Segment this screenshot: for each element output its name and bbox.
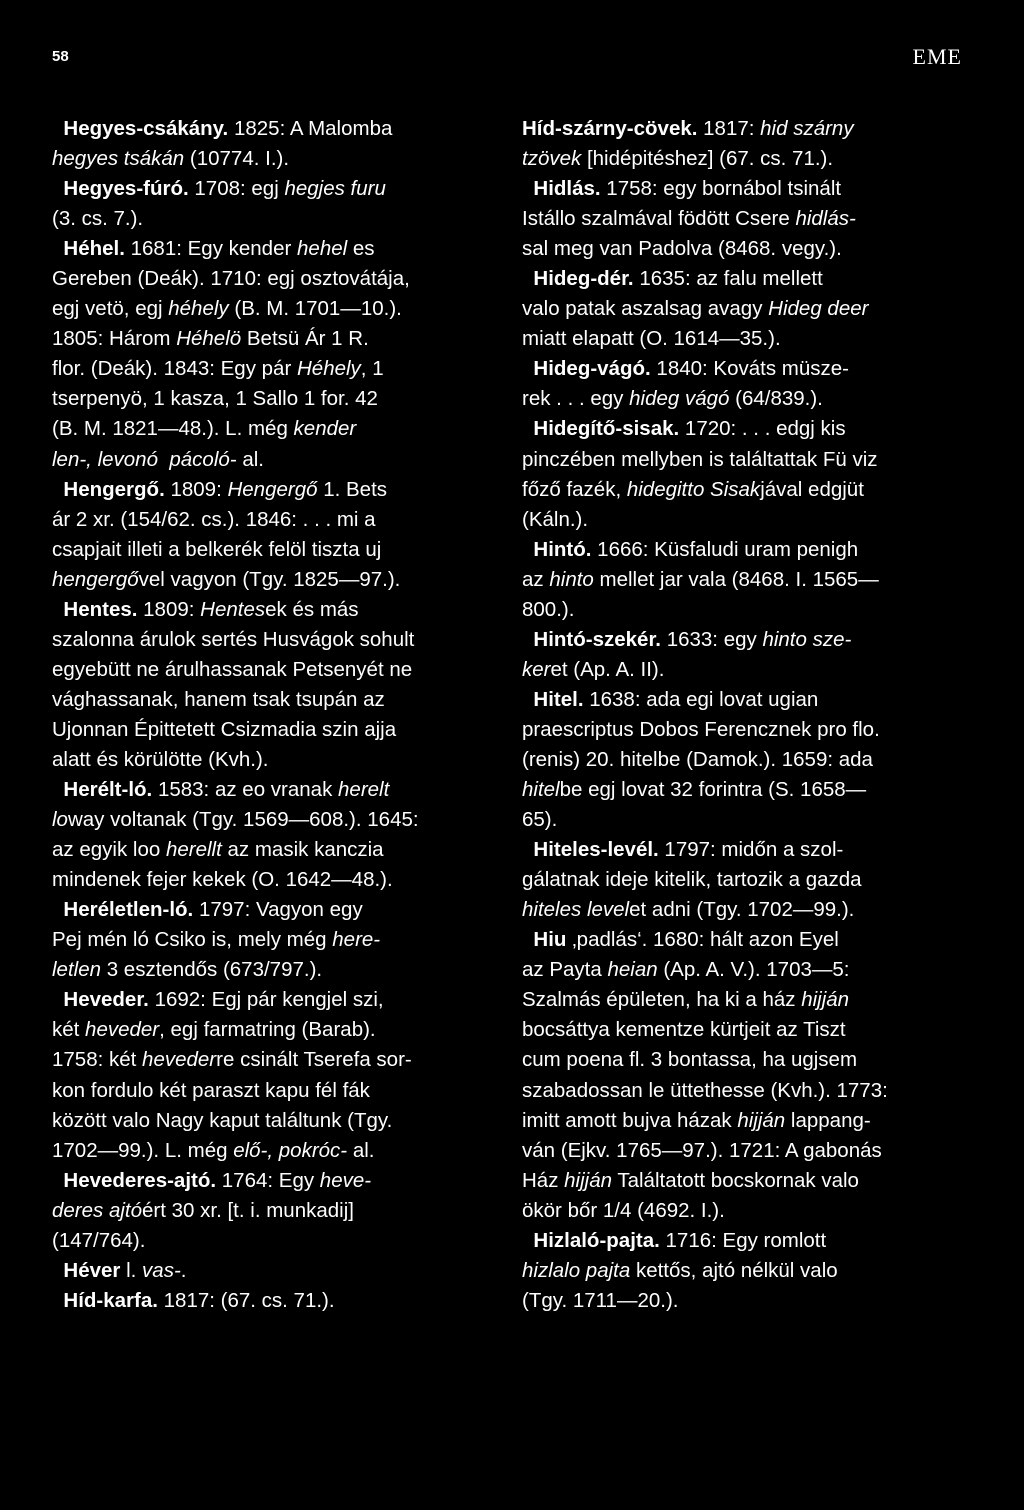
text-line xyxy=(52,264,498,294)
text-run: jával edgjüt xyxy=(760,477,864,501)
text-run: az xyxy=(522,567,550,591)
text-run: alatt és körülötte (Kvh.). xyxy=(52,747,269,771)
text-line xyxy=(522,1015,984,1045)
italic-quote: hijján xyxy=(737,1108,786,1132)
text-line xyxy=(522,1136,984,1166)
text-run: bocsáttya kementze kürtjeit az Tiszt xyxy=(522,1018,846,1042)
text-line xyxy=(52,1256,498,1286)
text-line xyxy=(52,1106,498,1136)
text-line xyxy=(52,625,498,655)
headword: Hitel. xyxy=(522,687,584,711)
text-run: lappang- xyxy=(785,1108,871,1132)
text-line xyxy=(52,174,498,204)
text-run: ért 30 xr. [t. i. munkadij] xyxy=(142,1198,354,1222)
text-line xyxy=(522,895,984,925)
italic-quote: elő-, pokróc- xyxy=(233,1138,348,1162)
text-line xyxy=(52,745,498,775)
italic-quote: len-, levonó pácoló- xyxy=(52,447,237,471)
text-run: (Ap. A. V.). 1703—5: xyxy=(657,958,850,982)
text-run: [hidépitéshez] (67. cs. 71.). xyxy=(581,147,834,171)
text-line xyxy=(522,475,984,505)
text-run: Ház xyxy=(522,1168,565,1192)
italic-quote: hehel xyxy=(297,237,348,261)
text-run: az Payta xyxy=(522,958,608,982)
text-run: Istállo szalmával födött Csere xyxy=(522,207,796,231)
text-run: 65). xyxy=(522,808,558,832)
text-run: 1638: ada egi lovat ugian xyxy=(583,687,819,711)
text-line xyxy=(522,114,984,144)
text-run: imitt amott bujva házak xyxy=(522,1108,738,1132)
italic-quote: Hideg deer xyxy=(768,297,869,321)
text-run: et adni (Tgy. 1702—99.). xyxy=(629,898,855,922)
italic-quote: heveder xyxy=(142,1048,217,1072)
text-run: 1764: Egy xyxy=(216,1168,320,1192)
text-run: 1633: egy xyxy=(661,627,763,651)
text-line xyxy=(52,1015,498,1045)
text-run: (renis) 20. hitelbe (Damok.). 1659: ada xyxy=(522,747,873,771)
text-run: főző fazék, xyxy=(522,477,627,501)
text-line xyxy=(52,1166,498,1196)
text-line xyxy=(522,445,984,475)
text-line xyxy=(522,835,984,865)
text-line xyxy=(52,324,498,354)
text-line xyxy=(522,1196,984,1226)
text-line xyxy=(52,1045,498,1075)
text-line xyxy=(52,1136,498,1166)
headword: Héhel. xyxy=(52,237,125,261)
text-run: rek . . . egy xyxy=(522,387,630,411)
text-line xyxy=(522,985,984,1015)
text-line xyxy=(522,1256,984,1286)
headword: Híd-szárny-cövek. xyxy=(522,117,698,140)
text-run: 1702—99.). L. még xyxy=(52,1138,234,1162)
text-line xyxy=(52,805,498,835)
running-head: EME xyxy=(912,44,962,69)
headword: Hidegítő-sisak. xyxy=(522,417,680,441)
text-line xyxy=(52,595,498,625)
italic-quote: hinto sze- xyxy=(762,627,852,651)
headword: Herélt-ló. xyxy=(52,778,153,802)
text-line xyxy=(522,625,984,655)
headword: Hidlás. xyxy=(522,177,601,201)
italic-quote: Héhely xyxy=(296,357,361,381)
italic-quote: heveder xyxy=(85,1018,160,1042)
text-line xyxy=(522,535,984,565)
italic-quote: Héhelö xyxy=(176,327,242,351)
text-run: al. xyxy=(347,1138,375,1162)
italic-quote: here- xyxy=(332,928,381,952)
text-run: az egyik loo xyxy=(52,838,166,862)
italic-quote: herellt xyxy=(165,838,222,862)
text-line xyxy=(52,925,498,955)
italic-quote: hitel xyxy=(522,778,560,802)
text-run: sal meg van Padolva (8468. vegy.). xyxy=(522,237,842,261)
text-run: Szalmás épületen, ha ki a ház xyxy=(522,988,802,1012)
text-run: . xyxy=(180,1258,187,1282)
text-run: Találtatott bocskornak valo xyxy=(612,1168,859,1192)
text-run: ‚padlás‘. 1680: hált azon Eyel xyxy=(566,928,839,952)
headword: Hevederes-ajtó. xyxy=(52,1168,217,1192)
headword: Hintó. xyxy=(522,537,592,561)
text-line xyxy=(522,775,984,805)
headword: Hideg-dér. xyxy=(522,267,634,291)
text-run: 1708: egj xyxy=(188,177,285,201)
text-line xyxy=(52,234,498,264)
italic-quote: herelt xyxy=(338,778,390,802)
text-run: 800.). xyxy=(522,597,575,621)
text-line xyxy=(522,685,984,715)
text-line xyxy=(52,114,498,144)
text-run: 1809: xyxy=(164,477,228,501)
text-run: Ujonnan Épittetett Csizmadia szin ajja xyxy=(52,717,397,741)
text-run: Betsü Ár 1 R. xyxy=(241,327,369,351)
text-line xyxy=(522,204,984,234)
text-run: 1825: A Malomba xyxy=(228,117,393,140)
text-run: 1817: (67. cs. 71.). xyxy=(157,1288,335,1312)
italic-quote: ker xyxy=(522,657,551,681)
italic-quote: hiteles level xyxy=(522,898,630,922)
text-line xyxy=(522,354,984,384)
text-run: az masik kanczia xyxy=(221,838,384,862)
text-run: csapjait illeti a belkerék felöl tiszta uj xyxy=(52,537,382,561)
text-run: egj vetö, egj xyxy=(52,297,169,321)
text-line xyxy=(522,1166,984,1196)
text-line xyxy=(52,1076,498,1106)
text-run: 1692: Egj pár kengjel szi, xyxy=(148,988,384,1012)
italic-quote: hengergő xyxy=(52,567,139,591)
italic-quote: hijján xyxy=(801,988,850,1012)
text-line xyxy=(52,204,498,234)
text-run: 1805: Három xyxy=(52,327,177,351)
text-line xyxy=(522,595,984,625)
text-line xyxy=(52,955,498,985)
text-line xyxy=(522,324,984,354)
text-run: kettős, ajtó nélkül valo xyxy=(630,1258,838,1282)
text-line xyxy=(522,925,984,955)
text-run: Gereben (Deák). 1710: egj osztovátája, xyxy=(52,267,410,291)
headword: Híd-karfa. xyxy=(52,1288,158,1312)
text-run: vághassanak, hanem tsak tsupán az xyxy=(52,687,385,711)
headword: Hegyes-fúró. xyxy=(52,177,189,201)
headword: Hintó-szekér. xyxy=(522,627,661,651)
text-run: (10774. I.). xyxy=(184,147,290,171)
text-line xyxy=(522,1076,984,1106)
headword: Hizlaló-pajta. xyxy=(522,1228,660,1252)
text-run: (Tgy. 1711—20.). xyxy=(522,1288,679,1312)
text-run: (B. M. 1821—48.). L. még xyxy=(52,417,294,441)
text-line xyxy=(52,354,498,384)
text-line xyxy=(522,1286,984,1316)
text-run: 3 esztendős (673/797.). xyxy=(101,958,323,982)
text-line xyxy=(522,174,984,204)
text-run: miatt elapatt (O. 1614—35.). xyxy=(522,327,781,351)
text-run: way voltanak (Tgy. 1569—608.). 1645: xyxy=(67,808,419,832)
text-line xyxy=(52,985,498,1015)
text-line xyxy=(522,144,984,174)
italic-quote: tzövek xyxy=(522,147,582,171)
text-run: egyebütt ne árulhassanak Petsenyét ne xyxy=(52,657,413,681)
text-line xyxy=(522,565,984,595)
text-line xyxy=(52,895,498,925)
text-run: két xyxy=(52,1018,86,1042)
text-line xyxy=(52,835,498,865)
text-run: (B. M. 1701—10.). xyxy=(228,297,402,321)
text-run: 1809: xyxy=(137,597,201,621)
headword: Heveder. xyxy=(52,988,149,1012)
text-run: vel vagyon (Tgy. 1825—97.). xyxy=(138,567,401,591)
text-run: szalonna árulok sertés Husvágok sohult xyxy=(52,627,415,651)
italic-quote: heve- xyxy=(319,1168,372,1192)
text-line xyxy=(52,1226,498,1256)
text-run: ván (Ejkv. 1765—97.). 1721: A gabonás xyxy=(522,1138,882,1162)
italic-quote: hidegitto Sisak xyxy=(626,477,761,501)
text-line xyxy=(522,745,984,775)
text-run: es xyxy=(347,237,375,261)
italic-quote: hegjes furu xyxy=(284,177,386,201)
italic-quote: kender xyxy=(293,417,357,441)
headword: Heréletlen-ló. xyxy=(52,898,194,922)
headword: Hentes. xyxy=(52,597,138,621)
text-run: Pej mén ló Csiko is, mely még xyxy=(52,928,333,952)
text-line xyxy=(52,715,498,745)
italic-quote: heian xyxy=(607,958,658,982)
text-run: 1666: Küsfaludi uram penigh xyxy=(591,537,859,561)
italic-quote: Hentes xyxy=(200,597,266,621)
text-run: tserpenyö, 1 kasza, 1 Sallo 1 for. 42 xyxy=(52,387,378,411)
text-line xyxy=(52,865,498,895)
italic-quote: vas- xyxy=(142,1258,181,1282)
text-line xyxy=(522,414,984,444)
text-line xyxy=(52,775,498,805)
headword: Héver xyxy=(52,1258,121,1282)
text-run: , egj farmatring (Barab). xyxy=(159,1018,376,1042)
text-run: pinczében mellyben is találtattak Fü viz xyxy=(522,447,878,471)
right-column xyxy=(522,114,984,1316)
text-line xyxy=(52,414,498,444)
text-line xyxy=(52,685,498,715)
text-line xyxy=(52,294,498,324)
text-line xyxy=(52,505,498,535)
text-run: cum poena fl. 3 bontassa, ha ugjsem xyxy=(522,1048,858,1072)
italic-quote: hijján xyxy=(564,1168,613,1192)
italic-quote: hinto xyxy=(549,567,594,591)
text-run: 1583: az eo vranak xyxy=(152,778,339,802)
text-line xyxy=(522,955,984,985)
text-run: kon fordulo két paraszt kapu fél fák xyxy=(52,1078,370,1102)
text-run: 1635: az falu mellett xyxy=(633,267,823,291)
text-line xyxy=(522,234,984,264)
text-run: mindenek fejer kekek (O. 1642—48.). xyxy=(52,868,393,892)
text-line xyxy=(522,264,984,294)
text-run: 1840: Kováts müsze- xyxy=(650,357,849,381)
text-run: ökör bőr 1/4 (4692. I.). xyxy=(522,1198,725,1222)
italic-quote: deres ajtó xyxy=(52,1198,143,1222)
text-line xyxy=(52,445,498,475)
text-line xyxy=(522,1226,984,1256)
text-run: szabadossan le üttethesse (Kvh.). 1773: xyxy=(522,1078,888,1102)
text-run: et (Ap. A. II). xyxy=(550,657,665,681)
text-run: mellet jar vala (8468. I. 1565— xyxy=(593,567,879,591)
italic-quote: hideg vágó xyxy=(629,387,730,411)
text-line xyxy=(522,655,984,685)
text-run: (3. cs. 7.). xyxy=(52,207,144,231)
italic-quote: hid szárny xyxy=(760,117,854,140)
text-line xyxy=(52,1286,498,1316)
text-line xyxy=(52,535,498,565)
text-run: 1. Bets xyxy=(317,477,388,501)
text-run: flor. (Deák). 1843: Egy pár xyxy=(52,357,297,381)
text-run: 1758: egy bornábol tsinált xyxy=(600,177,842,201)
italic-quote: letlen xyxy=(52,958,102,982)
text-run: 1716: Egy romlott xyxy=(659,1228,827,1252)
headword: Hiu xyxy=(522,928,567,952)
italic-quote: héhely xyxy=(168,297,229,321)
text-run: re csinált Tserefa sor- xyxy=(216,1048,412,1072)
text-run: között valo Nagy kaput találtunk (Tgy. xyxy=(52,1108,393,1132)
text-run: 1817: xyxy=(697,117,761,140)
headword: Hideg-vágó. xyxy=(522,357,651,381)
text-line xyxy=(522,715,984,745)
text-run: ár 2 xr. (154/62. cs.). 1846: . . . mi a xyxy=(52,507,376,531)
text-line xyxy=(522,1045,984,1075)
italic-quote: Hengergő xyxy=(227,477,318,501)
text-run: , 1 xyxy=(360,357,384,381)
page-number: 58 xyxy=(52,48,69,65)
italic-quote: lo xyxy=(52,808,68,832)
text-run: be egj lovat 32 forintra (S. 1658— xyxy=(559,778,867,802)
italic-quote: hizlalo pajta xyxy=(522,1258,631,1282)
text-run: valo patak aszalsag avagy xyxy=(522,297,769,321)
text-line xyxy=(52,384,498,414)
text-line xyxy=(522,294,984,324)
text-line xyxy=(52,475,498,505)
text-run: praescriptus Dobos Ferencznek pro flo. xyxy=(522,717,880,741)
text-line xyxy=(52,655,498,685)
text-line xyxy=(52,1196,498,1226)
headword: Hiteles-levél. xyxy=(522,838,659,862)
text-line xyxy=(522,1106,984,1136)
text-run: 1758: két xyxy=(52,1048,143,1072)
text-line xyxy=(522,505,984,535)
text-run: 1797: midőn a szol- xyxy=(658,838,844,862)
text-line xyxy=(522,805,984,835)
text-run: (Káln.). xyxy=(522,507,589,531)
text-run: 1681: Egy kender xyxy=(124,237,298,261)
italic-quote: hegyes tsákán xyxy=(52,147,185,171)
text-run: ek és más xyxy=(265,597,359,621)
headword: Hengergő. xyxy=(52,477,165,501)
italic-quote: hidlás- xyxy=(795,207,856,231)
text-run: al. xyxy=(236,447,264,471)
left-column xyxy=(52,114,498,1316)
text-line xyxy=(52,565,498,595)
text-run: l. xyxy=(120,1258,143,1282)
headword: Hegyes-csákány. xyxy=(52,117,229,140)
text-line xyxy=(52,144,498,174)
text-line xyxy=(522,865,984,895)
text-run: 1720: . . . edgj kis xyxy=(679,417,846,441)
text-run: gálatnak ideje kitelik, tartozik a gazda xyxy=(522,868,862,892)
text-run: 1797: Vagyon egy xyxy=(193,898,363,922)
text-line xyxy=(522,384,984,414)
text-run: (64/839.). xyxy=(729,387,823,411)
text-run: (147/764). xyxy=(52,1228,146,1252)
